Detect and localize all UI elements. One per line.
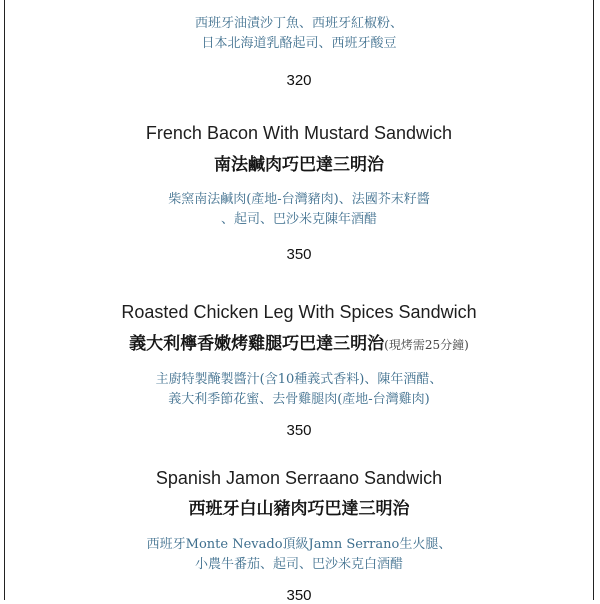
menu-page <box>4 0 594 604</box>
item0-description <box>5 14 593 54</box>
item2-name-zh-text: 義大利檸香嫩烤雞腿巧巴達三明治 <box>129 334 385 354</box>
item2-price: 350 <box>286 422 312 439</box>
item2-description <box>5 370 593 410</box>
item2-desc-line2: 義大利季節花蜜、去骨雞腿肉(產地-台灣雞肉) <box>168 392 430 407</box>
item2-name-en: Roasted Chicken Leg With Spices Sandwich <box>121 302 477 322</box>
item3-desc-line1: 西班牙Monte Nevado頂級Jamn Serrano生火腿、 <box>146 537 452 552</box>
item1-description <box>5 190 593 230</box>
item2-desc-line1: 主廚特製醃製醬汁(含10種義式香料)、陳年酒醋、 <box>155 372 443 387</box>
item1-name-en: French Bacon With Mustard Sandwich <box>145 123 453 143</box>
item1-desc-line2: 、起司、巴沙米克陳年酒醋 <box>220 212 377 227</box>
cut-off-item-title <box>5 0 593 12</box>
item2-prep-note: (現烤需25分鐘) <box>384 338 469 352</box>
item3-price: 350 <box>286 587 312 604</box>
item3-description <box>5 535 593 575</box>
item0-desc-line1: 西班牙油漬沙丁魚、西班牙紅椒粉、 <box>194 16 403 31</box>
item0-desc-line2: 日本北海道乳酪起司、西班牙酸豆 <box>201 36 397 51</box>
item3-name-zh: 西班牙白山豬肉巧巴達三明治 <box>188 499 410 519</box>
item1-price: 350 <box>286 246 312 263</box>
item1-desc-line1: 柴窯南法鹹肉(產地-台灣豬肉)、法國芥末籽醬 <box>168 192 430 207</box>
item0-price: 320 <box>286 72 312 89</box>
item1-name-zh: 南法鹹肉巧巴達三明治 <box>214 155 384 175</box>
item3-desc-line2: 小農牛番茄、起司、巴沙米克白酒醋 <box>194 557 403 572</box>
item3-name-en: Spanish Jamon Serraano Sandwich <box>155 468 443 488</box>
item2-name-zh <box>5 329 593 354</box>
